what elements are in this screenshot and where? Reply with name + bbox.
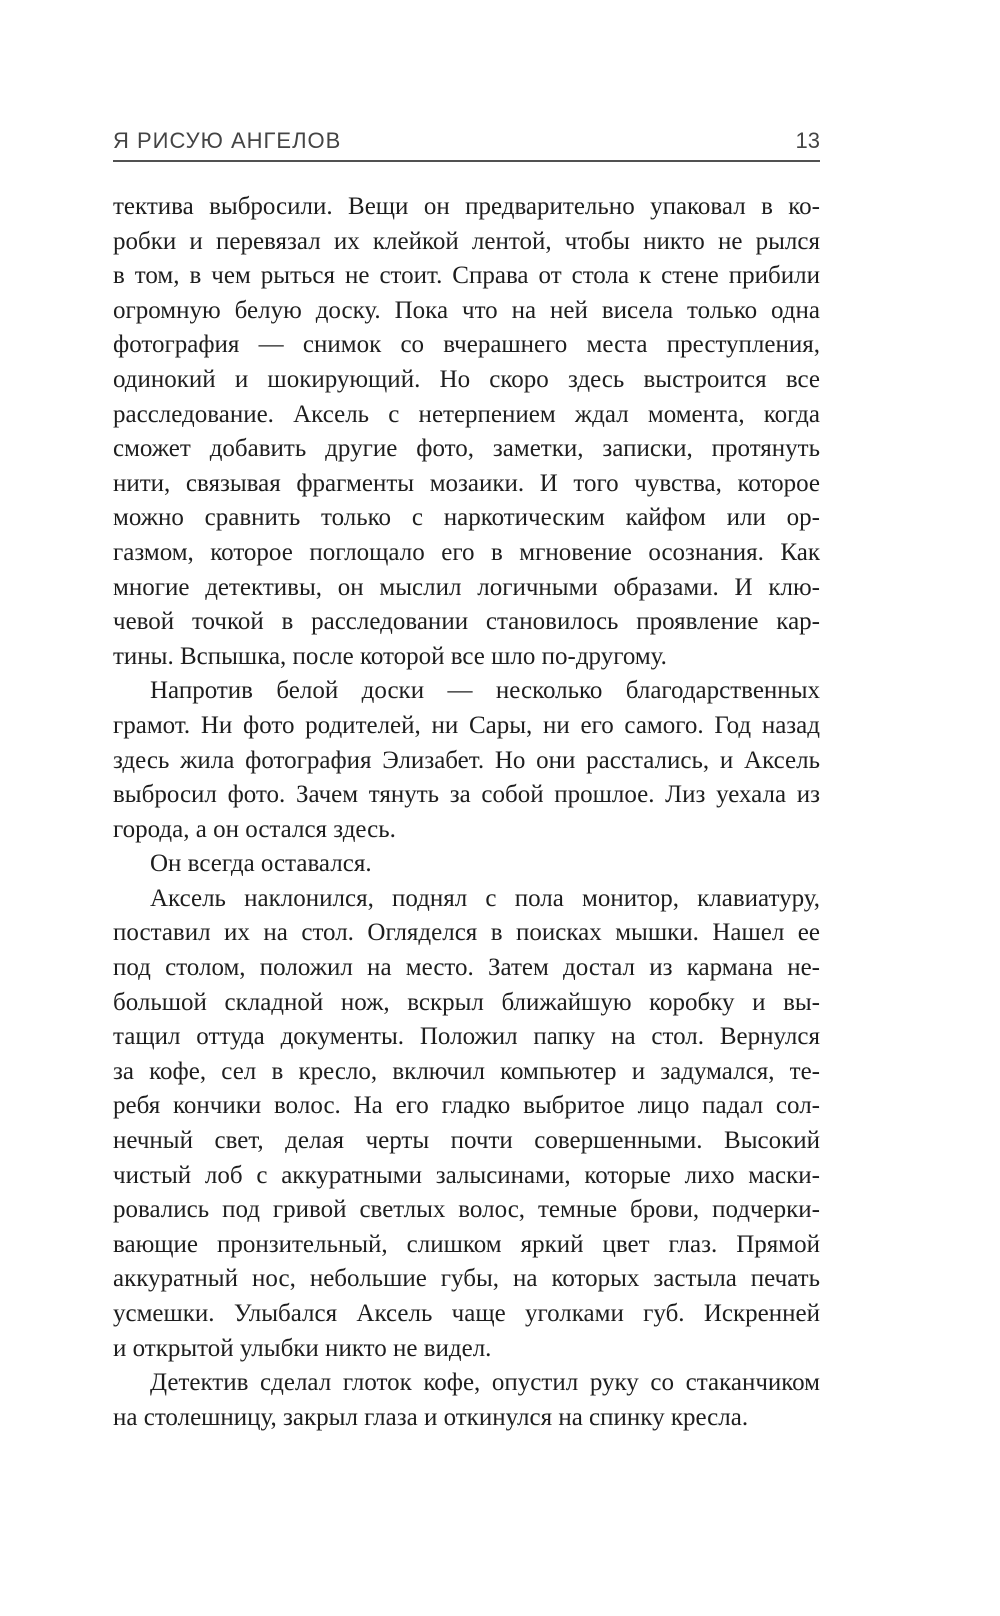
text-line: нечный свет, делая черты почти совершенными. Высокий (113, 1127, 820, 1155)
text-line: одинокий и шокирующий. Но скоро здесь выстроится все (113, 365, 820, 393)
text-line: ровались под гривой светлых волос, темные брови, подчерки- (113, 1196, 820, 1224)
paragraph (113, 882, 820, 1366)
text-line: грамот. Ни фото родителей, ни Сары, ни его самого. Год назад (113, 711, 820, 739)
text-line: огромную белую доску. Пока что на ней висела только одна (113, 296, 820, 324)
paragraph (113, 847, 820, 882)
text-line: чистый лоб с аккуратными залысинами, которые лихо маски- (113, 1161, 820, 1189)
text-line: ребя кончики волос. На его гладко выбритое лицо падал сол- (113, 1092, 820, 1120)
text-line: можно сравнить только с наркотическим кайфом или ор- (113, 504, 820, 532)
text-line: в том, в чем рыться не стоит. Справа от стола к стене прибили (113, 262, 820, 290)
running-title: Я РИСУЮ АНГЕЛОВ (113, 128, 342, 153)
text-line: чевой точкой в расследовании становилось проявление кар- (113, 608, 820, 636)
text-line: расследование. Аксель с нетерпением ждал момента, когда (113, 400, 820, 428)
text-line: нити, связывая фрагменты мозаики. И того чувства, которое (113, 469, 820, 497)
text-line: сможет добавить другие фото, заметки, записки, протянуть (113, 435, 820, 463)
text-line: Аксель наклонился, поднял с пола монитор, клавиатуру, (150, 884, 820, 912)
text-line: газмом, которое поглощало его в мгновение осознания. Как (113, 538, 820, 566)
text-line: робки и перевязал их клейкой лентой, чтобы никто не рылся (113, 227, 820, 255)
body-text (113, 190, 820, 1435)
text-line: тектива выбросили. Вещи он предварительно упаковал в ко- (113, 193, 820, 220)
text-line: поставил их на стол. Огляделся в поисках мышки. Нашел ее (113, 919, 820, 947)
text-line: города, а он остался здесь. (113, 815, 396, 843)
text-line: большой складной нож, вскрыл ближайшую коробку и вы- (113, 988, 820, 1016)
running-header (113, 128, 820, 158)
page-number: 13 (795, 128, 820, 153)
text-line: за кофе, сел в кресло, включил компьютер и задумался, те- (113, 1057, 820, 1085)
header-rule (113, 160, 820, 162)
text-line: многие детективы, он мыслил логичными образами. И клю- (113, 573, 820, 601)
text-line: вающие пронзительный, слишком яркий цвет глаз. Прямой (113, 1230, 820, 1258)
text-line: и открытой улыбки никто не видел. (113, 1334, 492, 1362)
text-line: аккуратный нос, небольшие губы, на которых застыла печать (113, 1265, 820, 1293)
text-line: Он всегда оставался. (150, 850, 372, 878)
text-line: выбросил фото. Зачем тянуть за собой прошлое. Лиз уехала из (113, 781, 820, 809)
text-line: под столом, положил на место. Затем достал из кармана не- (113, 954, 820, 982)
paragraph (113, 190, 820, 674)
text-line: Напротив белой доски — несколько благодарственных (150, 677, 820, 705)
text-line: на столешницу, закрыл глаза и откинулся на спинку кресла. (113, 1403, 749, 1431)
text-line: здесь жила фотография Элизабет. Но они расстались, и Аксель (113, 746, 820, 774)
paragraph (113, 1366, 820, 1435)
text-line: тащил оттуда документы. Положил папку на стол. Вернулся (113, 1023, 820, 1051)
text-line: тины. Вспышка, после которой все шло по-другому. (113, 642, 667, 670)
paragraph (113, 674, 820, 847)
text-line: Детектив сделал глоток кофе, опустил руку со стаканчиком (150, 1369, 820, 1397)
text-line: усмешки. Улыбался Аксель чаще уголками губ. Искренней (113, 1300, 820, 1327)
text-line: фотография — снимок со вчерашнего места преступления, (113, 331, 820, 359)
